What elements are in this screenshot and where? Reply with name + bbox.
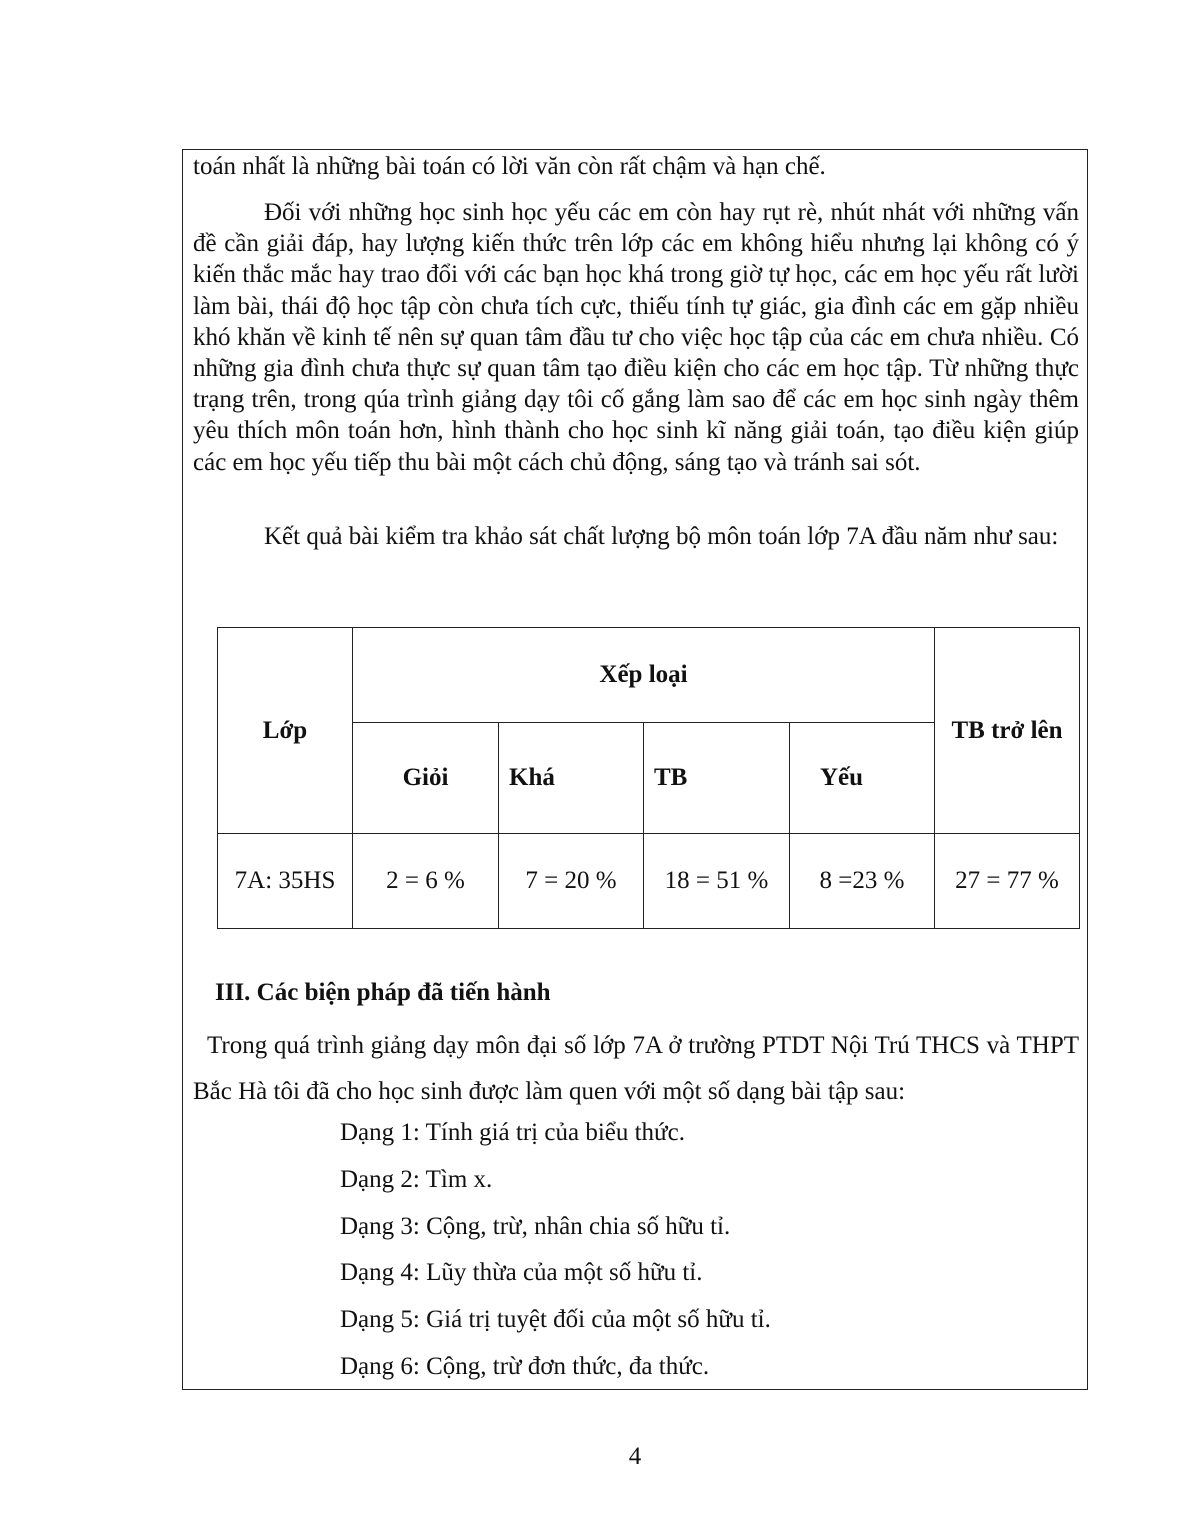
results-table	[217, 627, 1080, 929]
header-class: Lớp	[218, 628, 353, 834]
cell-class: 7A: 35HS	[218, 834, 353, 929]
paragraph-weak-students: Đối với những học sinh học yếu các em còn hay rụt rè, nhút nhát với những vấn đề cần giải đáp, hay lượng kiến thức trên lớp các em không hiểu nhưng lại không có ý kiến thắc mắc hay trao đổi với các bạn học khá trong giờ tự học, các em học yếu rất lười làm bài, thái độ học tập còn chưa tích cực, thiếu tính tự giác, gia đình các em gặp nhiều khó khăn về kinh tế nên sự quan tâm đầu tư cho việc học tập của các em chưa nhiều. Có những gia đình chưa thực sự quan tâm tạo điều kiện cho các em học tập. Từ những thực trạng trên, trong qúa trình giảng dạy tôi cố gắng làm sao để các em học sinh ngày thêm yêu thích môn toán hơn, hình thành cho học sinh kĩ năng giải toán, tạo điều kiện giúp các em học yếu tiếp thu bài một cách chủ động, sáng tạo và tránh sai sót.	[193, 199, 1079, 476]
subheader-good: Khá	[499, 723, 644, 834]
cell-average: 18 = 51 %	[644, 834, 790, 929]
cell-average-above: 27 = 77 %	[935, 834, 1080, 929]
list-item: Dạng 2: Tìm x.	[340, 1165, 493, 1193]
subheader-average: TB	[644, 723, 790, 834]
list-item: Dạng 1: Tính giá trị của biểu thức.	[340, 1119, 685, 1146]
page-number: 4	[628, 1443, 642, 1470]
section-heading: III. Các biện pháp đã tiến hành	[215, 979, 551, 1006]
paragraph-survey-results: Kết quả bài kiểm tra khảo sát chất lượng bộ môn toán lớp 7A đầu năm như sau:	[264, 523, 1059, 550]
list-item: Dạng 4: Lũy thừa của một số hữu tỉ.	[340, 1259, 703, 1287]
subheader-weak: Yếu	[790, 723, 935, 834]
header-average-above: TB trở lên	[935, 628, 1080, 834]
subheader-excellent: Giỏi	[353, 723, 499, 834]
exercise-type-list	[340, 1117, 771, 1398]
list-item: Dạng 5: Giá trị tuyệt đối của một số hữu tỉ.	[340, 1306, 771, 1334]
header-classification: Xếp loại	[353, 628, 935, 723]
list-item: Dạng 6: Cộng, trừ đơn thức, đa thức.	[340, 1352, 710, 1380]
cell-good: 7 = 20 %	[499, 834, 644, 929]
list-item: Dạng 3: Cộng, trừ, nhân chia số hữu tỉ.	[340, 1212, 731, 1240]
paragraph-continuation: toán nhất là những bài toán có lời văn còn rất chậm và hạn chế.	[193, 153, 826, 180]
section-intro: Trong quá trình giảng dạy môn đại số lớp 7A ở trường PTDT Nội Trú THCS và THPT Bắc Hà tôi đã cho học sinh được làm quen với một số dạng bài tập sau:	[193, 1032, 1079, 1105]
cell-excellent: 2 = 6 %	[353, 834, 499, 929]
cell-weak: 8 =23 %	[790, 834, 935, 929]
table-row	[218, 834, 1080, 929]
